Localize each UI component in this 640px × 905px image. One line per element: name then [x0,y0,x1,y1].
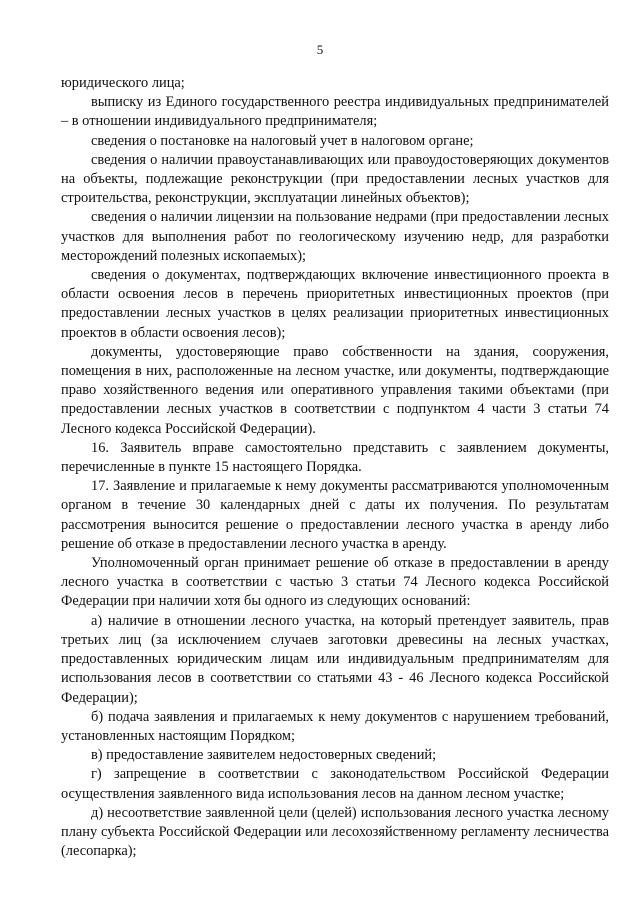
paragraph: выписку из Единого государственного реестра индивидуальных предпринимателей – в отношении индивидуального предпринимателя; [61,94,609,130]
paragraph: сведения о наличии лицензии на пользование недрами (при предоставлении лесных участков для выполнения работ по геологическому изучению недр, для разработки месторождений полезных ископаемых); [61,209,609,264]
paragraph: документы, удостоверяющие право собственности на здания, сооружения, помещения в них, расположенные на лесном участке, или документы, подтверждающие право хозяйственного ведения или оперативного управления такими объектами (при предоставлении лесных участков в соответствии с подпунктом 4 части 3 статьи 74 Лесного кодекса Российской Федерации). [61,343,609,437]
paragraph: г) запрещение в соответствии с законодательством Российской Федерации осуществления заявленного вида использования лесов на данном лесном участке; [61,766,609,802]
paragraph: б) подача заявления и прилагаемых к нему документов с нарушением требований, установленных настоящим Порядком; [61,708,609,744]
paragraph: сведения о наличии правоустанавливающих или правоудостоверяющих документов на объекты, подлежащие реконструкции (при предоставлении лесных участков для строительства, реконструкции, эксплуатации линейных объектов); [61,151,609,207]
paragraph: д) несоответствие заявленной цели (целей) использования лесного участка лесному плану субъекта Российской Федерации или лесохозяйственному регламенту лесничества (лесопарка); [61,804,609,860]
page-number: 5 [316,42,324,57]
paragraph: сведения о документах, подтверждающих включение инвестиционного проекта в области освоения лесов в перечень приоритетных инвестиционных проектов (при предоставлении лесных участков в целях реализации приоритетных инвестиционных проектов в области освоения лесов); [61,267,609,341]
document-body [61,74,609,861]
paragraph: юридического лица; [61,75,185,91]
paragraph: сведения о постановке на налоговый учет в налоговом органе; [91,132,474,149]
paragraph: а) наличие в отношении лесного участка, на который претендует заявитель, прав третьих лиц (за исключением случаев заготовки древесины на лесных участках, предоставленных юридическим лицам или индивидуальным предпринимателям для использования лесов в соответствии со статьями 43 - 46 Лесного кодекса Российской Федерации); [61,612,609,706]
paragraph: 17. Заявление и прилагаемые к нему документы рассматриваются уполномоченным органом в течение 30 календарных дней с даты их получения. По результатам рассмотрения выносится решение о предоставлении лесного участка в аренду либо решение об отказе в предоставлении лесного участка в аренду. [61,478,609,552]
paragraph: в) предоставление заявителем недостоверных сведений; [91,747,437,764]
paragraph: 16. Заявитель вправе самостоятельно представить с заявлением документы, перечисленные в пункте 15 настоящего Порядка. [61,439,609,476]
paragraph: Уполномоченный орган принимает решение об отказе в предоставлении в аренду лесного участка в соответствии с частью 3 статьи 74 Лесного кодекса Российской Федерации при наличии хотя бы одного из следующих оснований: [61,555,609,610]
